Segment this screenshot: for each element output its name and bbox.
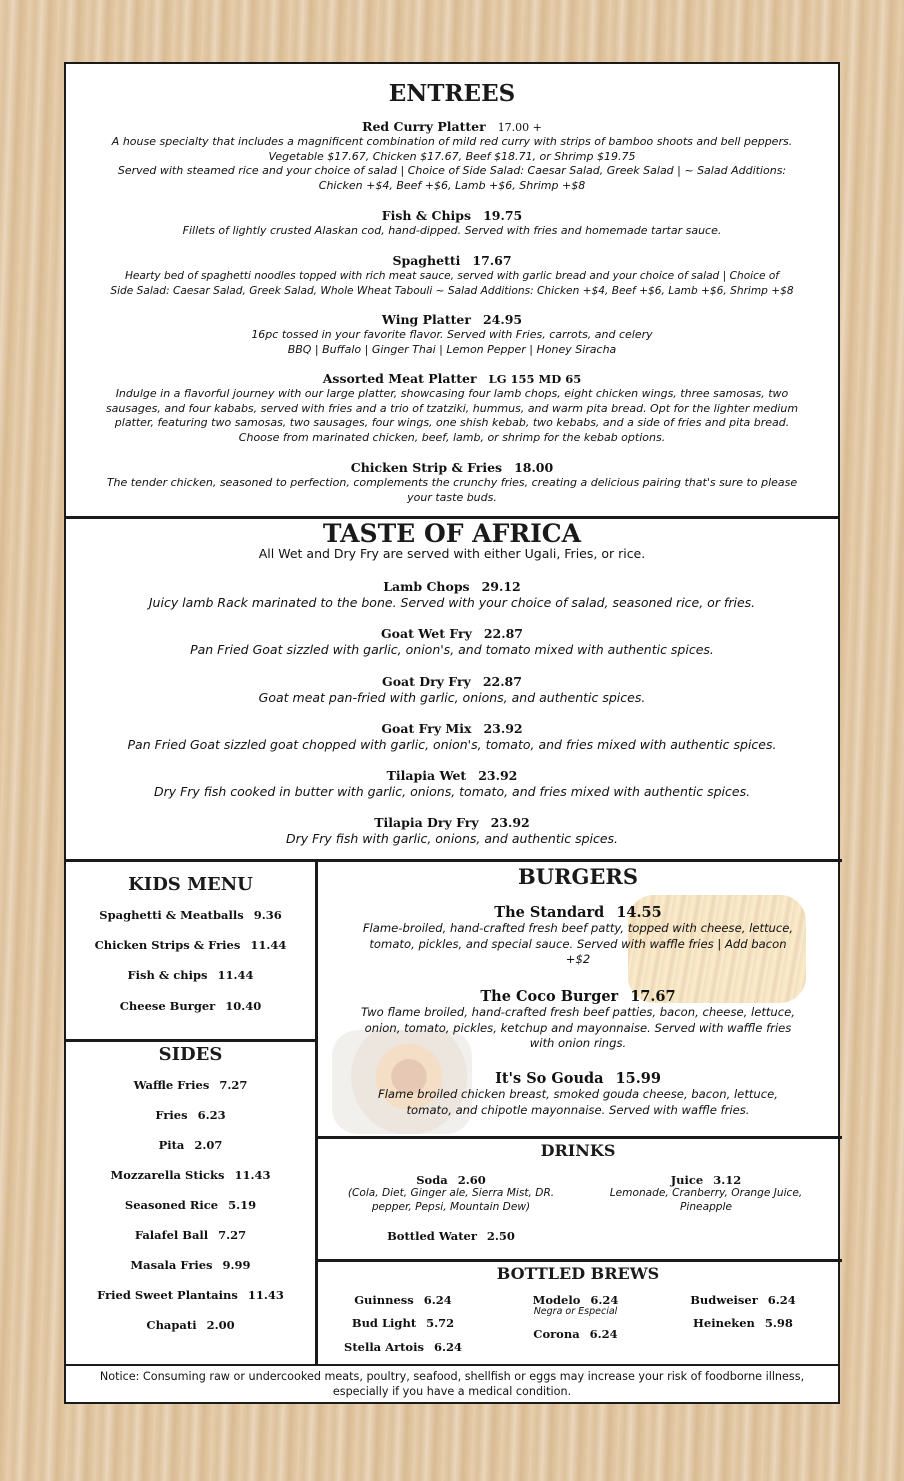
item-price: 19.75 — [483, 208, 523, 223]
africa-item — [66, 623, 838, 658]
item-price: 9.99 — [222, 1258, 251, 1272]
item-desc: Flame broiled chicken breast, smoked gouda cheese, bacon, lettuce, — [378, 1087, 778, 1101]
side-item — [66, 1288, 315, 1302]
item-name: Goat Wet Fry — [381, 626, 472, 641]
item-name: Spaghetti — [392, 253, 461, 268]
item-name: Modelo — [532, 1293, 581, 1307]
item-price: 17.67 — [472, 253, 512, 268]
item-price: 5.19 — [228, 1198, 257, 1212]
item-name: Tilapia Wet — [386, 768, 467, 783]
item-name: Tilapia Dry Fry — [374, 815, 479, 830]
item-name: Fish & Chips — [381, 208, 472, 223]
side-item — [66, 1138, 315, 1152]
item-desc: Indulge in a flavorful journey with our large platter, showcasing four lamb chops, eight chicken wings, three samosas, two — [115, 387, 789, 400]
item-name: The Standard — [494, 904, 605, 921]
notice-line: especially if you have a medical condition. — [332, 1385, 572, 1398]
brew-item — [663, 1293, 823, 1307]
africa-title: TASTE OF AFRICA — [322, 519, 582, 548]
item-price: 9.36 — [253, 908, 282, 922]
kids-item — [66, 999, 315, 1013]
burgers-title: BURGERS — [517, 864, 639, 889]
item-name: Chicken Strips & Fries — [94, 938, 241, 952]
africa-section — [66, 519, 838, 859]
juice-item — [586, 1173, 826, 1214]
item-price: 10.40 — [225, 999, 262, 1013]
item-name: Chicken Strip & Fries — [350, 460, 503, 475]
entree-item — [66, 368, 838, 445]
notice — [66, 1367, 838, 1403]
item-name: Budweiser — [690, 1293, 758, 1307]
item-price: 17.00 + — [497, 121, 542, 134]
item-price: 14.55 — [616, 904, 662, 921]
item-price: 22.87 — [483, 626, 523, 641]
item-name: Seasoned Rice — [124, 1198, 219, 1212]
item-name: Fries — [155, 1108, 188, 1122]
item-price: 18.00 — [514, 460, 554, 475]
side-item — [66, 1168, 315, 1182]
entrees-title: ENTREES — [388, 80, 516, 107]
entree-item — [66, 205, 838, 239]
item-desc: Pan Fried Goat sizzled goat chopped with garlic, onion's, tomato, and fries mixed with authentic spices. — [127, 737, 777, 752]
side-item — [66, 1228, 315, 1242]
africa-subtitle: All Wet and Dry Fry are served with either Ugali, Fries, or rice. — [258, 546, 646, 561]
sides-title: SIDES — [158, 1044, 223, 1065]
drinks-title: DRINKS — [540, 1141, 616, 1160]
item-name: Bud Light — [351, 1316, 417, 1330]
entree-item — [66, 457, 838, 505]
item-desc: 16pc tossed in your favorite flavor. Served with Fries, carrots, and celery — [251, 328, 653, 341]
item-price: 11.44 — [250, 938, 287, 952]
drinks-section — [318, 1139, 838, 1259]
item-desc: The tender chicken, seasoned to perfection, complements the crunchy fries, creating a delicious pairing that's sure to please — [106, 476, 798, 489]
item-price: 2.00 — [206, 1318, 235, 1332]
item-price: 23.92 — [478, 768, 518, 783]
burger-item — [318, 1068, 838, 1118]
kids-section — [66, 862, 315, 1039]
side-item — [66, 1318, 315, 1332]
side-item — [66, 1108, 315, 1122]
kids-item — [66, 938, 315, 952]
item-name: Cheese Burger — [119, 999, 216, 1013]
item-name: Soda — [416, 1173, 448, 1187]
item-name: Waffle Fries — [133, 1078, 210, 1092]
kids-item — [66, 968, 315, 982]
menu-sheet — [64, 62, 840, 1404]
brew-item — [488, 1327, 663, 1341]
brew-item — [318, 1340, 488, 1354]
item-note: Negra or Especial — [533, 1306, 618, 1317]
africa-item — [66, 576, 838, 611]
item-desc: Goat meat pan-fried with garlic, onions, and authentic spices. — [258, 690, 646, 705]
item-desc: Hearty bed of spaghetti noodles topped with rich meat sauce, served with garlic bread and your choice of salad | Choice of — [124, 270, 780, 282]
side-item — [66, 1258, 315, 1272]
item-price: 6.24 — [589, 1327, 618, 1341]
item-name: Goat Dry Fry — [382, 674, 471, 689]
brew-item — [488, 1293, 663, 1317]
item-name: Heineken — [693, 1316, 755, 1330]
item-desc: Vegetable $17.67, Chicken $17.67, Beef $18.71, or Shrimp $19.75 — [268, 149, 636, 163]
item-desc: (Cola, Diet, Ginger ale, Sierra Mist, DR. — [347, 1187, 555, 1199]
item-name: The Coco Burger — [480, 988, 619, 1005]
brews-title: BOTTLED BREWS — [496, 1264, 660, 1283]
item-price: 7.27 — [218, 1228, 247, 1242]
item-desc: Side Salad: Caesar Salad, Greek Salad, Whole Wheat Tabouli ~ Salad Additions: Chicken +$4, Beef +$6, Lamb +$6, Shrimp +$8 — [110, 284, 794, 297]
item-desc: Served with steamed rice and your choice of salad | Choice of Side Salad: Caesar Salad, Greek Salad | ~ Salad Additions: — [117, 164, 787, 177]
soda-item — [326, 1173, 576, 1214]
item-desc: Flame-broiled, hand-crafted fresh beef patty, topped with cheese, lettuce, — [362, 921, 794, 935]
item-name: Stella Artois — [344, 1340, 424, 1354]
item-price: 6.23 — [197, 1108, 226, 1122]
item-desc: Pineapple — [680, 1200, 732, 1213]
item-price: 15.99 — [615, 1070, 661, 1087]
item-name: Falafel Ball — [134, 1228, 209, 1242]
item-price: 11.43 — [234, 1168, 271, 1182]
item-name: Juice — [670, 1173, 704, 1187]
item-name: Fish & chips — [127, 968, 208, 982]
item-name: Chapati — [146, 1318, 197, 1332]
item-name: Bottled Water — [387, 1229, 477, 1243]
item-desc: BBQ | Buffalo | Ginger Thai | Lemon Pepper | Honey Siracha — [287, 342, 617, 356]
brews-section — [318, 1262, 838, 1364]
item-name: Wing Platter — [381, 312, 471, 327]
item-price: 11.44 — [217, 968, 254, 982]
item-price: 6.24 — [767, 1293, 796, 1307]
entree-item — [66, 250, 838, 298]
item-desc: +$2 — [565, 952, 591, 966]
item-price: 6.24 — [590, 1293, 619, 1307]
item-name: Corona — [533, 1327, 580, 1341]
item-price: 2.50 — [486, 1229, 515, 1243]
burger-item — [318, 986, 838, 1052]
item-price: 5.72 — [426, 1316, 455, 1330]
item-price: 3.12 — [713, 1173, 742, 1187]
africa-item — [66, 812, 838, 847]
notice-line: Notice: Consuming raw or undercooked meats, poultry, seafood, shellfish or eggs may increase your risk of foodborne illness, — [99, 1370, 805, 1383]
item-price: 6.24 — [433, 1340, 462, 1354]
sides-section — [66, 1042, 315, 1364]
item-price: 22.87 — [482, 674, 522, 689]
item-name: Red Curry Platter — [362, 119, 486, 134]
item-desc: sausages, and four kababs, served with fries and a trio of tzatziki, hummus, and warm pita bread. Opt for the lighter medium — [105, 401, 799, 415]
side-item — [66, 1078, 315, 1092]
item-name: Fried Sweet Plantains — [97, 1288, 238, 1302]
kids-item — [66, 908, 315, 922]
burgers-section — [318, 862, 838, 1136]
item-desc: Pan Fried Goat sizzled with garlic, onion's, and tomato mixed with authentic spices. — [190, 642, 714, 657]
item-desc: with onion rings. — [529, 1036, 627, 1050]
item-price: 11.43 — [247, 1288, 284, 1302]
item-name: Goat Fry Mix — [381, 721, 472, 736]
item-price: 17.67 — [630, 988, 676, 1005]
item-desc: A house specialty that includes a magnificent combination of mild red curry with strips of bamboo shoots and bell peppers. — [111, 135, 793, 148]
item-name: Masala Fries — [130, 1258, 213, 1272]
item-price: 5.98 — [764, 1316, 793, 1330]
item-name: Lamb Chops — [383, 579, 470, 594]
item-price: 7.27 — [219, 1078, 248, 1092]
brew-item — [318, 1293, 488, 1307]
item-name: Mozzarella Sticks — [110, 1168, 225, 1182]
item-price: 24.95 — [482, 312, 523, 327]
item-desc: Lemonade, Cranberry, Orange Juice, — [609, 1187, 803, 1199]
africa-item — [66, 718, 838, 753]
item-name: It's So Gouda — [495, 1070, 604, 1087]
item-name: Guinness — [354, 1293, 414, 1307]
item-desc: tomato, pickles, and special sauce. Served with waffle fries | Add bacon — [369, 936, 787, 951]
item-desc: platter, featuring two samosas, two sausages, four wings, one shish kebab, two kebabs, and a side of fries and pita bread. — [114, 416, 790, 429]
entree-item — [66, 309, 838, 357]
entrees-section — [66, 64, 838, 516]
side-item — [66, 1198, 315, 1212]
kids-title: KIDS MENU — [128, 874, 253, 895]
item-name: Spaghetti & Meatballs — [99, 908, 244, 922]
item-desc: Choose from marinated chicken, beef, lamb, or shrimp for the kebab options. — [238, 430, 666, 444]
item-name: Pita — [158, 1138, 185, 1152]
item-desc: Chicken +$4, Beef +$6, Lamb +$6, Shrimp +$8 — [318, 178, 586, 192]
water-item — [326, 1229, 576, 1243]
item-desc: pepper, Pepsi, Mountain Dew) — [371, 1200, 531, 1213]
brew-item — [318, 1316, 488, 1330]
item-desc: tomato, and chipotle mayonnaise. Served with waffle fries. — [406, 1102, 750, 1117]
item-name: Assorted Meat Platter — [322, 371, 477, 386]
item-desc: your taste buds. — [407, 490, 497, 504]
item-price: 2.60 — [457, 1173, 486, 1187]
brew-item — [663, 1316, 823, 1330]
item-desc: Dry Fry fish with garlic, onions, and authentic spices. — [285, 831, 619, 846]
item-price: LG 155 MD 65 — [488, 372, 582, 386]
item-desc: Juicy lamb Rack marinated to the bone. Served with your choice of salad, seasoned rice, or fries. — [148, 595, 756, 610]
item-desc: onion, tomato, pickles, ketchup and mayonnaise. Served with waffle fries — [364, 1020, 792, 1035]
divider — [66, 1364, 838, 1366]
item-desc: Two flame broiled, hand-crafted fresh beef patties, bacon, cheese, lettuce, — [361, 1005, 795, 1019]
item-desc: Fillets of lightly crusted Alaskan cod, hand-dipped. Served with fries and homemade tartar sauce. — [182, 224, 722, 237]
item-price: 29.12 — [481, 579, 521, 594]
entree-item — [66, 116, 838, 193]
burger-item — [318, 902, 838, 968]
item-desc: Dry Fry fish cooked in butter with garlic, onions, tomato, and fries mixed with authentic spices. — [153, 784, 751, 799]
africa-item — [66, 765, 838, 800]
item-price: 2.07 — [194, 1138, 223, 1152]
item-price: 23.92 — [483, 721, 523, 736]
africa-item — [66, 671, 838, 706]
item-price: 23.92 — [490, 815, 530, 830]
item-price: 6.24 — [423, 1293, 452, 1307]
